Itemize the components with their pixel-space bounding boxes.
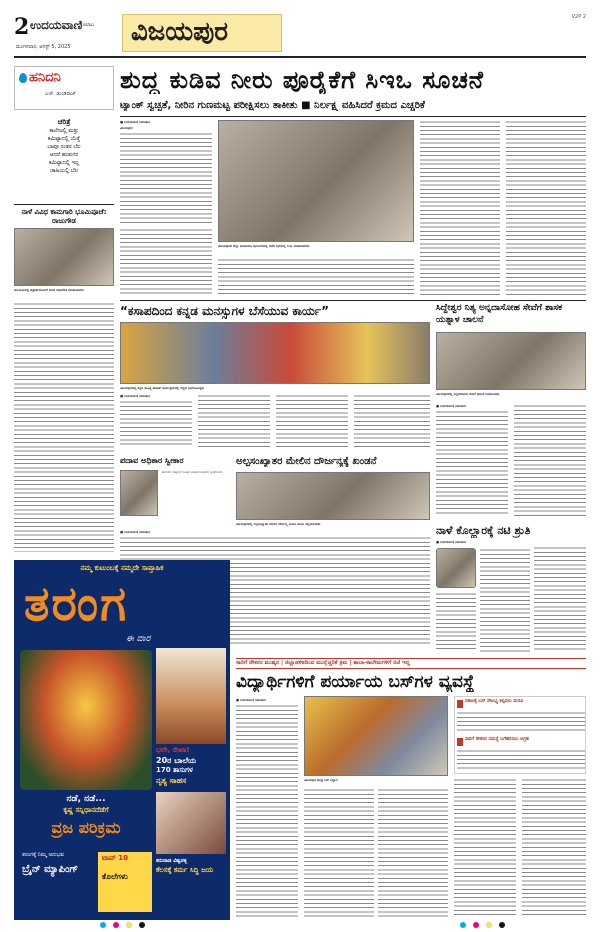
annadasoha-photo [436, 332, 586, 390]
actress-body-col1 [480, 548, 530, 652]
actress-body-col2 [534, 546, 586, 652]
notice-body [457, 711, 585, 733]
paper-name: ಉದಯವಾಣಿ [30, 18, 83, 32]
honey-dani-box [14, 66, 114, 110]
registration-dot [499, 922, 505, 928]
bus-body-col5 [522, 778, 586, 918]
registration-dot [126, 922, 132, 928]
kasapa-body-col1 [120, 400, 192, 448]
actress-body-col0 [436, 592, 476, 652]
registration-dot [113, 922, 119, 928]
kasapa-body-col2 [198, 394, 270, 448]
annadasoha-headline: ಸಿದ್ದೇಶ್ವರ ನಿತ್ಯ ಅನ್ನದಾಸೋಹ ಸೇವೆಗೆ ಶಾಸಕ ಯತ್ನಾಳ ಚಾಲನೆ [436, 303, 563, 325]
registration-dot [100, 922, 106, 928]
honey-dani-logo: ಹನಿದನಿ [29, 70, 61, 85]
masthead [14, 14, 586, 62]
actress-byline: ■ ಉದಯವಾಣಿ ಸಮಾಚಾರ [436, 540, 466, 544]
book-sub: ಕೊಲೆಗಳು [102, 872, 128, 881]
poem-line: ಬಾಪೂ ನಂತರ ಬೆಲ [47, 144, 81, 150]
registration-marks-left [100, 913, 147, 932]
kasapa-byline: ■ ಉದಯವಾಣಿ ಸಮಾಚಾರ [120, 394, 150, 398]
drop-icon [19, 73, 27, 83]
kasapa-body-col4 [354, 394, 430, 448]
actress-photo [436, 548, 476, 588]
magazine-name: ತರಂಗ [24, 576, 129, 632]
minorities-story [236, 456, 430, 520]
deity-image [20, 650, 152, 790]
divider [120, 116, 586, 117]
kasapa-body-col3 [276, 394, 348, 448]
kasapa-story [120, 302, 430, 452]
kasapa-photo [120, 322, 430, 384]
kasapa-headline: “ಕಸಾಪದಿಂದ ಕನ್ನಡ ಮನಸ್ಸುಗಳ ಬೆಸೆಯುವ ಕಾರ್ಯ” [120, 304, 329, 318]
notice-item [457, 699, 585, 705]
sidebar-story-caption: ಹುಬನೂರಿನಲ್ಲಿ ಪತ್ರಕರ್ತರೊಂದಿಗೆ ಶಾಸಕ ರಾಜುಗೌಡ ಮಾತನಾಡಿದರು [14, 288, 84, 292]
lead-body-col2 [420, 120, 500, 296]
charge-headline: ಪದಾವ ಅಧಿಕಾರ ಸ್ವೀಕಾರ [120, 456, 184, 465]
edition-label: ಕೊಲಾಬ [80, 22, 95, 28]
registration-dot [460, 922, 466, 928]
book-badge: ಟಾಪ್ 10 [102, 854, 128, 862]
dance-line: 170 ತಾಸುಗಳ [156, 766, 193, 774]
registration-dot [473, 922, 479, 928]
annadasoha-byline: ■ ಉದಯವಾಣಿ ಸಮಾಚಾರ [436, 404, 466, 408]
annadasoha-photo-caption: ವಿಜಯಪುರದಲ್ಲಿ ಅನ್ನದಾಸೋಹ ಸೇವೆಗೆ ಚಾಲನೆ ನೀಡಲಾಯಿತು [436, 392, 500, 396]
poem-line: ಕಾಲೇಜಲ್ಲಿ ಮತ್ತು [49, 128, 79, 134]
dance-tag: ಭಲೇ, ರೇಖಾ! [156, 746, 190, 754]
lead-body-col3 [506, 120, 586, 296]
bus-body-col3 [378, 788, 448, 918]
actress-headline: ನಾಳೆ ಕೊಲ್ಹಾರಕ್ಕೆ ನಟಿ ಶ್ರುತಿ [436, 524, 531, 537]
charge-caption: ಹುಣಸಗಿ: ಪಟ್ಟಣದ ನೂತನ ಅಧಿಕಾರಿ ಅಧಿಕಾರ ಸ್ವೀಕರಿಸಿದರು [162, 470, 223, 474]
bus-headline: ವಿದ್ಯಾರ್ಥಿಗಳಿಗೆ ಪರ್ಯಾಯ ಬಸ್‌ಗಳ ವ್ಯವಸ್ಥೆ [236, 672, 475, 692]
lead-subhead: ಟ್ಯಾಂಕ್ ಸ್ವಚ್ಛತೆ, ನೀರಿನ ಗುಣಮಟ್ಟ ಪರೀಕ್ಷಿಸಲು ತಾಕೀತು ■ ನಿರ್ಲಕ್ಷ್ಯ ವಹಿಸಿದರೆ ಕ್ರಮದ ಎಚ್ಚರಿಕೆ [120, 100, 425, 111]
lead-photo-caption: ವಿಜಯಪುರದ ಜಿಲ್ಲಾ ಪಂಚಾಯಿತಿ ಸಭಾಂಗಣದಲ್ಲಿ ನಡೆದ ಸಭೆಯಲ್ಲಿ ಸಿಇಒ ಮಾತನಾಡಿದರು [218, 244, 310, 248]
registration-dot [139, 922, 145, 928]
sidebar [14, 66, 114, 556]
registration-dot [486, 922, 492, 928]
annadasoha-story [436, 302, 586, 520]
feature-sub: ಕೃಷ್ಣ ಸನ್ನಿಧಾನದೆಡೆಗೆ [63, 806, 109, 814]
sidebar-story-headline: ನಾಳೆ ವಿವಿಧ ಕಾಮಗಾರಿ ಭೂಮಿಪೂಜೆ: ರಾಜುಗೌಡ [21, 208, 107, 225]
brain-kicker: ತರಂಗಕ್ಕೆ ನಿಮ್ಮ ಅನುಭವ [22, 852, 64, 858]
corner-tag: V2P 2 [571, 14, 586, 20]
date-line: ಮಂಗಳವಾರ, ಆಗಸ್ಟ್ 5, 2025 [16, 44, 71, 50]
poem-title: ಚರಿತ್ರೆ [57, 118, 71, 126]
divider [120, 300, 586, 301]
book-box [98, 852, 152, 912]
section-title: ವಿಜಯಪುರ [131, 17, 229, 47]
bus-byline: ■ ಉದಯವಾಣಿ ಸಮಾಚಾರ [236, 698, 266, 702]
page-number: 2 [14, 14, 30, 40]
poem-line: ಕಮಿಟ್ಟಾದಲ್ಲಿ ಯೆತ್ತೆ [47, 136, 81, 142]
masthead-rule [14, 56, 586, 58]
notice-text: ಸಕಾಲಕ್ಕೆ ಬಸ್ ಸೌಲಭ್ಯ ಕಲ್ಪಿಸಲು ಮನವಿ [465, 699, 524, 704]
notice-body [457, 749, 585, 771]
dance-line: 20ರ ಬಾಲೆಯ [156, 756, 197, 765]
right-kicker: ಕರುನಾಡ ವಿಶ್ವರತ್ನ [156, 858, 188, 864]
poem-line: ಚಾಹಿಯಲ್ಲಿ ಬೆಲ [49, 168, 79, 174]
divider [14, 204, 114, 205]
feature-title: ವ್ರಜ ಪರಿಕ್ರಮ [51, 818, 121, 837]
lead-dateline: ವಿಜಯಪುರ: [120, 126, 134, 130]
notice-box [454, 696, 586, 774]
minorities-headline: ಅಲ್ಪಸಂಖ್ಯಾತರ ಮೇಲಿನ ದೌರ್ಜನ್ಯಕ್ಕೆ ಖಂಡನೆ [236, 456, 377, 467]
feature-kicker: ನಡೆ, ನಡೆ... [66, 794, 106, 804]
right-image [156, 792, 226, 854]
dancer-image [156, 648, 226, 744]
alert-icon [457, 738, 463, 746]
bus-body-col4 [454, 778, 516, 918]
bus-kicker: ಸಾರಿಗೆ ನೌಕರರ ಮುಷ್ಕರ | ಜಿಲ್ಲಾಡಳಿತದಿಂದ ಮುನ್ನೆಚ್ಚರಿಕೆ ಕ್ರಮ | ಶಾಲಾ-ಕಾಲೇಜುಗಳಿಗೆ ರಜೆ ಇಲ್ಲ [236, 658, 586, 669]
lead-byline: ■ ಉದಯವಾಣಿ ಸಮಾಚಾರ [120, 120, 150, 124]
charge-story [120, 456, 230, 520]
honey-dani-author: ಎಚ್. ಡುಂಡಿರಾಜ್ [45, 91, 76, 97]
lead-body-col1 [120, 132, 212, 224]
brain-title: ಬ್ರೈನ್ ಮ್ಯಾಪಿಂಗ್ [22, 864, 79, 875]
sidebar-story-photo [14, 228, 114, 286]
sidebar-story-body [14, 302, 114, 552]
alert-icon [457, 700, 463, 708]
lead-story [120, 66, 586, 298]
advert-tagline: ನಮ್ಮ ಕುಟುಂಬಕ್ಕೆ ನಮ್ಮದೇ ಸಾಪ್ತಾಹಿಕ [80, 564, 164, 572]
lead-body-col4 [218, 258, 414, 296]
annadasoha-body-col2 [514, 404, 586, 516]
annadasoha-body-col1 [436, 410, 508, 516]
sub-brand: ಈ ವಾರ [126, 634, 151, 644]
charge-photo [120, 470, 158, 516]
bus-body-col1 [236, 704, 298, 918]
minorities-photo-caption: ವಿಜಯಪುರದಲ್ಲಿ ಅಲ್ಪಸಂಖ್ಯಾತರ ಮೇಲಿನ ದೌರ್ಜನ್ಯ ಖಂಡಿಸಿ ಮನವಿ ಸಲ್ಲಿಸಲಾಯಿತು [236, 522, 321, 526]
minorities-photo [236, 472, 430, 520]
bus-photo-caption: ವಿಜಯಪುರ ಕೇಂದ್ರ ಬಸ್ ನಿಲ್ದಾಣ [304, 778, 338, 782]
minorities-byline: ■ ಉದಯವಾಣಿ ಸಮಾಚಾರ [120, 530, 150, 534]
right-title: ಕೆಲಸಕ್ಕೆ ಕರ್ಮ ಸಿದ್ಧಿ ಜಯ [156, 866, 214, 874]
lead-headline: ಶುದ್ಧ ಕುಡಿವ ನೀರು ಪೂರೈಕೆಗೆ ಸಿಇಒ ಸೂಚನೆ [120, 66, 485, 94]
notice-text: ಸಾರಿಗೆ ನೌಕರರ ಸಮಸ್ಯೆ ಬಗೆಹರಿಸಲು ಆಗ್ರಹ [465, 737, 529, 742]
notice-item [457, 737, 585, 743]
poem-line: ಕಮಿಟ್ಟಾದಲ್ಲಿ ಇಲ್ಲ [48, 160, 80, 166]
registration-marks-right [460, 913, 507, 932]
lead-photo [218, 120, 414, 242]
bus-photo [304, 696, 448, 776]
bus-story [236, 658, 586, 920]
actress-story [436, 524, 586, 654]
lead-body-col1b [120, 228, 212, 296]
kasapa-photo-caption: ವಿಜಯಪುರದಲ್ಲಿ ಕನ್ನಡ ಸಾಹಿತ್ಯ ಪರಿಷತ್ ಕಾರ್ಯಕ್ರಮದಲ್ಲಿ ಗಣ್ಯರು ಭಾಗವಹಿಸಿದ್ದರು [120, 386, 205, 390]
poem-box [14, 114, 114, 200]
poem-line: ಆದರೆ ಹುಡುಗರ [49, 152, 79, 158]
bus-body-col2 [304, 788, 374, 918]
taranga-advert [14, 560, 230, 920]
dance-line: ನೃತ್ಯ ಸಾಹಸ [156, 776, 187, 785]
section-banner [122, 14, 282, 52]
